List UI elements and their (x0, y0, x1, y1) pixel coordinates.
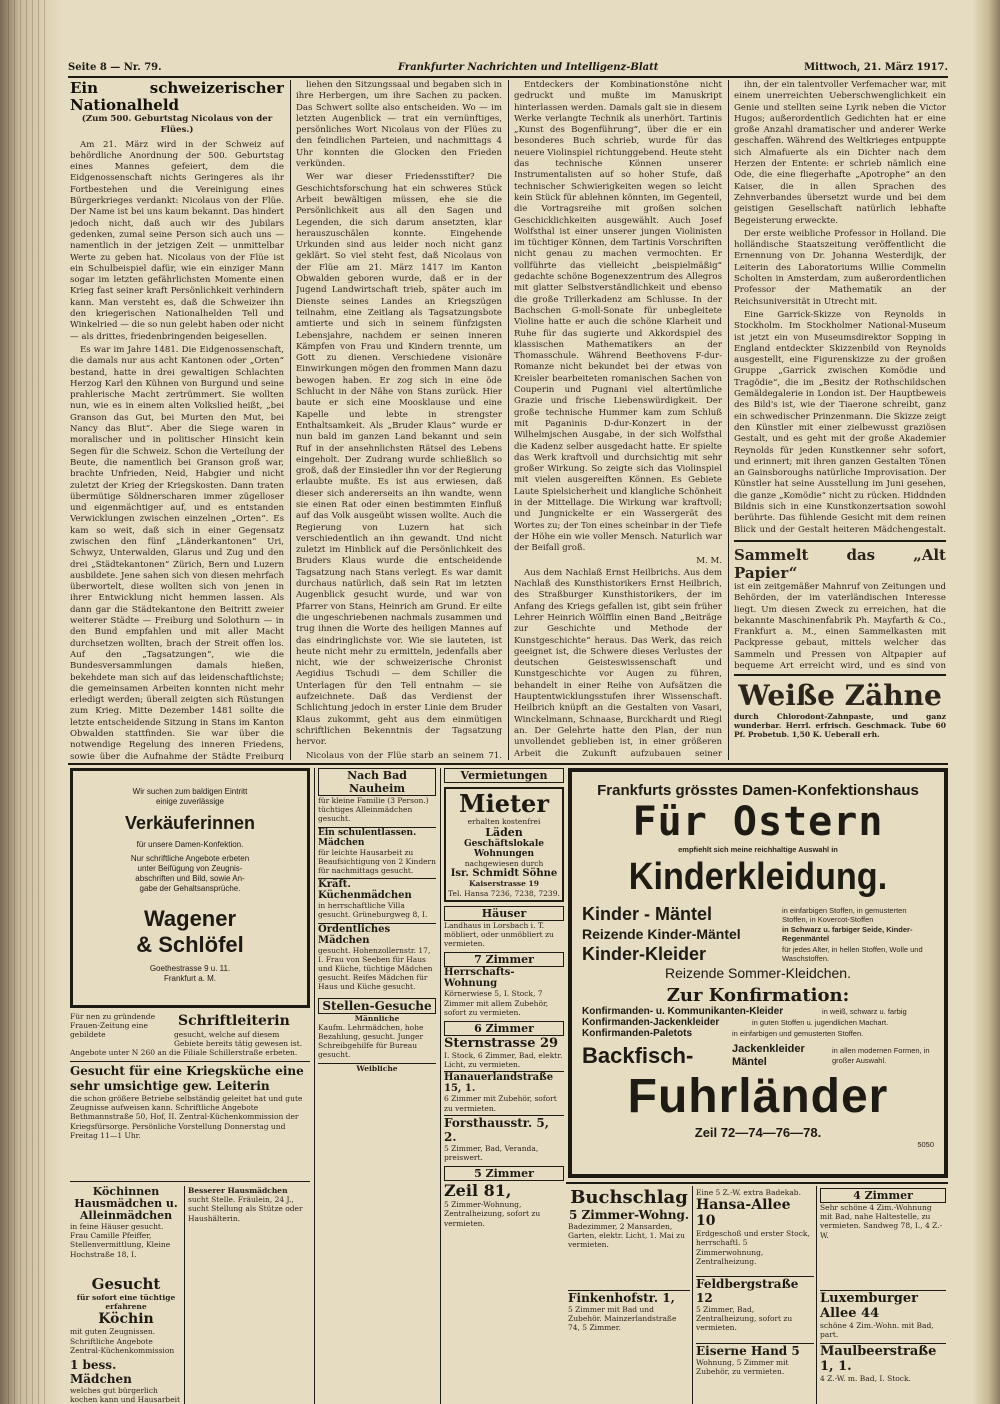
buch-text: Badezimmer, 2 Mansarden, Garten, elektr. Licht, 1. Mai zu vermieten. (568, 1222, 685, 1250)
article-column-1 (70, 80, 284, 760)
finken-title: Finkenhofstr. 1, (568, 1290, 690, 1305)
article-column-2 (296, 80, 502, 760)
schriftleiterin-ad (70, 1012, 310, 1062)
oster-kinderkleidung: Kinderkleidung. (628, 856, 888, 899)
article-paragraph: Es war im Jahre 1481. Die Eidgenossenschaft, die damals nur aus acht Kantonen oder „Orten“ bestand, hatte in drei gewaltigen Schlachten Herzog Karl den Kühnen von Burgund und seine prahlerische Macht zertrümmert. Sie wollten nun, wie es in einem alten Volkslied heißt, „bei Granson das Gut, bei Murten den Mut, bei Nancy das Blut“. Aber die Siege waren in moralischer und in politischer Hinsicht kein Segen für die Schweiz. Schon die Verteilung der Beute, die namentlich bei Granson groß war, brachte Unfrieden, Neid, Habgier und nicht zuletzt der Krieg der Kriegskosten. Dann traten übermütige Söldnerscharen immer zügelloser und eigenmächtiger auf, und es entstanden Verwicklungen zwischen einzelnen „Orten“. Es kam so weit, daß sich in einer Gegensatz zwischen den fünf „Länderkantonen“ Uri, Schwyz, Unterwalden, Glarus und Zug und den drei „Städtekantonen“ Zürich, Bern und Luzern ausbildete. Jene sahen sich von diesen mehrfach überwortelt, diese wollten sich von jenen in ihrer Entwicklung nicht hemmen lassen. Als dann gar die Städtekantone den Beitritt zweier weiterer Städte — Freiburg und Solothurn — in den Bund empfahlen und mit aller Macht durchsetzen wollten, brach der Streit offen los. Auf den „Tagsatzungen“, wie die Bundesversammlungen damals hießen, bekehdete man sich auf das leidenschaftlichste; die gemeinsamen Arbeiten konnten nicht mehr erledigt werden; überall zeigten sich Rüstungen zum Krieg. Mitte Dezember 1481 sollte die letzte entscheidende Sitzung in Stans im Kanton Obwalden stattfinden. Sie war über die notwendige Regelung des inneren Friedens, sowie über die Aufnahme der Städte Freiburg (70, 344, 284, 760)
page-right-edge (972, 0, 1000, 1404)
ad-rule (566, 1182, 948, 1184)
oster-k2-text: in guten Stoffen u. jugendlichen Machart. (752, 1017, 889, 1027)
luxem-text: schöne 4 Zim.-Wohn. mit Bad, part. (820, 1320, 934, 1340)
oster-rkm: Reizende Kinder-Mäntel (582, 926, 741, 943)
oster-row (582, 925, 934, 943)
ad-rule (734, 674, 946, 676)
schrift-title: Schriftleiterin (178, 1013, 290, 1029)
stellen-sub: Männliche (354, 1013, 400, 1023)
article-paragraph: Der erste weibliche Professor in Holland. Die holländische Staatszeitung veröffentlicht die Ernennung von Dr. Johanna Westerdijk, der Leiterin des Laboratoriums Willie Commelin Scholten in Amsterdam, zum außerordentlichen Professor der Mathematik an der Reichsuniversität in Utrecht mit. (734, 228, 946, 307)
article-subtitle: (Zum 500. Geburtstag Nicolaus von der Flües.) (81, 114, 273, 136)
page-header (68, 62, 948, 76)
bad-text: für kleine Familie (3 Person.) tüchtiges Alleinmädchen gesucht. (318, 796, 429, 824)
mieter-line: nachgewiesen durch (464, 859, 544, 869)
oster-firm: Fuhrländer (627, 1069, 889, 1123)
buchschlag-ad (568, 1188, 690, 1404)
verm-title: Vermietungen (444, 768, 564, 783)
koechinnen-ad (70, 1186, 182, 1272)
zimmer5-title: 5 Zimmer (444, 1166, 564, 1181)
kuechen-text: in herrschaftliche Villa gesucht. Grüneburgweg 8, I. (318, 901, 428, 920)
koch-line: Alleinmädchen (79, 1209, 173, 1222)
column-rule (728, 80, 729, 760)
mieter-title: Mieter (459, 789, 549, 818)
job-ads-column (318, 768, 436, 1404)
gesucht-koechin-ad (70, 1276, 182, 1356)
eiserne-text: Wohnung, 5 Zimmer mit Zubehör, zu vermieten. (696, 1357, 789, 1376)
mieter-line: Wohnungen (473, 849, 535, 860)
rentals-column (444, 768, 564, 1404)
schulent-title: Ein schulentlassen. Mädchen (318, 827, 436, 848)
zimmer6-title: 6 Zimmer (444, 1021, 564, 1036)
oster-k3: Konfirmanden-Paletots (582, 1027, 693, 1039)
ad-column-rule (314, 768, 315, 1404)
oster-bf2: Mäntel (732, 1055, 767, 1068)
stellen-title: Stellen-Gesuche (318, 998, 436, 1014)
fuer-ostern-ad (568, 768, 948, 1178)
zimmer4-text: Sehr schöne 4 Zim.-Wohnung mit Bad, nahe Haltestelle, zu vermieten. Sandweg 78, I., 4 Z.-W. (820, 1203, 943, 1240)
header-date: Mittwoch, 21. März 1917. (804, 62, 948, 73)
kuechen-title: Kräft. Küchenmädchen (318, 878, 436, 901)
kriegs-text: die schon größere Betriebe selbständig geleitet hat und gute Zeugnisse aufweisen kann. Schriftliche Angebote Bethmannstraße 50, Hof, II. Zentral-Küchenkommission der Kriegsfürsorge. Persönliche Vorstellung Donnerstag und Freitag 11—1 Uhr. (70, 1094, 303, 1140)
oster-row (582, 1017, 934, 1028)
article-paragraph: Nicolaus von der Flüe starb an seinem 71. (306, 750, 502, 760)
article-paragraph: liehen den Sitzungssaal und begaben sich in ihre Herbergen, um ihre Sachen zu packen. Das Schwert sollte also entscheiden. Wo — im letzten Augenblick — trat ein vernünftiges, persönliches Wort Nicolaus von der Flües zu den feindlichen Parteien, und nachmittags 4 Uhr konnten die Glocken den Frieden verkünden. (296, 80, 502, 170)
article-title: Ein schweizerischer Nationalheld (70, 80, 284, 114)
bess-title: 1 bess. Mädchen (70, 1358, 132, 1386)
mieter-line: Läden (485, 826, 523, 840)
mieter-ad (444, 787, 564, 902)
maul-text: 4 Z.-W. m. Bad, I. Stock. (820, 1374, 911, 1384)
eiserne-title: Eiserne Hand 5 (696, 1343, 814, 1358)
verk-line: Nur schriftliche Angebote erbeten (130, 854, 250, 863)
oster-sub: empfiehlt sich meine reichhaltige Auswahl in (678, 845, 838, 854)
article-paragraph: Wer war dieser Friedensstifter? Die Geschichtsforschung hat ein schweres Stück Arbeit bewältigen müssen, ehe sie die Persönlichkeit aus all den Sagen und Legenden, die sich darum ansetzten, klar herauszuschälen konnte. Eingehende Urkunden sind aus leider noch nicht ganz geklärt. So viel steht fest, daß Nicolaus von der Flüe am 21. März 1417 im Kanton Obwalden geboren wurde, daß er in der Jugend Landwirtschaft trieb, später auch im Dienste seines Landes an Kriegszügen teilnahm, eine Zeitlang als Tagsatzungsbote amtierte und sich in seinem fünfzigsten Lebensjahre, nachdem er seinen inneren Kämpfen von Frau und Kindern trennte, um Gott zu dienen. Verschiedene visionäre Einwirkungen mögen den frommen Mann dazu bewogen haben. Er zog sich in eine öde Schlucht in der Nähe von Stans zurück. Hier baute er sich eine Moosklause und eine Kapelle und lebte in strengster Enthaltsamkeit. Als „Bruder Klaus“ wurde er nun bald im ganzen Land bekannt und sein Ruf in der ansehnlichsten Rätsel des Lebens eingeholt. Der Zudrang wurde schließlich so groß, daß der Einsiedler ihn vor der Regierung erlaubte mußte. Es ist aus erwiesen, daß dieser sich andererseits an ihn wandte, wenn sie einen Rat oder einen bestimmten Einfluß auf das Volk ausgeübt wissen wollte. Auch die Regierung von Luzern hat sich verschiedentlich an ihn gewandt. Und nicht zuletzt im Hinblick auf die Persönlichkeit des Bruders Klaus wurde die entscheidende Tagsatzung nach Stans verlegt. Es war damit durchaus natürlich, daß sein Rat im letzten Augenblick gesucht wurde, und war von Pfarrer von Stans, Heinrich am Grund. Er eilte die ungeschriebenen nachmals zusammen und trug ihnen die Worte des heiligen Mannes auf das eindringlichste vor. Wie sie lauteten, ist heute nicht mehr zu ermitteln, jedenfalls aber nicht, wie der schweizerische Chronist Aegidius Tschudi — dem Schiller die Unterlagen für den Tell entnahm — sie aufzeichnete. Daß das Verdienst der Schlichtung jedoch in erster Linie dem Bruder Klaus zukommt, geht aus dem einmütigen schriftlichen Bekenntnis der Tagsatzung hervor. (296, 172, 502, 748)
verk-firm: & Schlöfel (136, 932, 244, 957)
zimmer7-title: 7 Zimmer (444, 952, 564, 967)
article-paragraph: Eine Garrick-Skizze von Reynolds in Stockholm. Im Stockholmer National-Museum ist jetzt ein von Museumsdirektor Sopping in England entdeckter Skizzenbild von Reynolds ausgestellt, eine Figurenskizze zu der großen Gruppe „Garrick zwischen Komödie und Tragödie“, die im „Besitz der Rothschildschen Gemäldegalerie in London ist. Der Hauptbeweis des Bild's ist, wie der Tiaerone schreibt, ganz ein schwedischer Prinzenmann. Die Skizze zeigt den Künstler mit einer zielbewusst graziösen Gestalt, und es geht mit der große Akademier Reynolds für jeden Kunstkenner sehr sofort, und erinnert; mit ihren ganzen Gestalten Tönen an Gainsboroughs natürliche Improvisation. Der Künstler hat seine Ausstellung im Juni gesehen, die ganze „Komödie“ nicht zu rücken. Hiddnden Bildnis sich in eine Kunstkonzertsation sowohl berührte. Das fühlende Gesicht mit dem reinen Blick und der Gestalt heiteren Mädchengestalt. (734, 309, 946, 535)
verk-title: Verkäuferinnen (124, 813, 256, 833)
section-rule (68, 763, 948, 765)
verk-line: einige zuverlässige (155, 797, 225, 806)
ad-column-rule (440, 768, 441, 1404)
ordentl-title: Ordentliches Mädchen (318, 923, 436, 946)
stellen-text: Kaufm. Lehrmädchen, hohe Bezahlung, gesucht. Junger Schreibgehilfe für Bureau gesucht. (318, 1022, 424, 1060)
ad-weibl-title: Besserer Hausmädchen (188, 1186, 288, 1195)
oster-kk-text: für jedes Alter, in hellen Stoffen, Wolle und Waschstoffen. (782, 944, 923, 964)
ad-column-rule (692, 1186, 693, 1404)
verk-firm: Wagener (143, 906, 237, 931)
oster-addr: Zeil 72—74—76—78. (694, 1124, 822, 1140)
gesucht-title: Gesucht (91, 1276, 161, 1293)
header-masthead: Frankfurter Nachrichten und Intelligenz-Blatt (398, 62, 659, 73)
verkaeuferinnen-ad (70, 768, 310, 1008)
ad-column-rule (816, 1186, 817, 1404)
gesucht-text: für sofort eine tüchtige erfahrene (76, 1293, 176, 1312)
schrift-text: gesucht, welche auf diesem Gebiete bereits tätig gewesen ist. Angebote unter N 260 an die Filiale Schillerstraße erbeten. (70, 1030, 303, 1058)
oster-row (582, 904, 934, 925)
zimmer6-head: Sternstrasse 29 (444, 1036, 559, 1052)
verk-address: Goethestrasse 9 u. 11. (149, 964, 231, 973)
header-rule (68, 76, 948, 78)
oster-row (582, 944, 934, 965)
koch-line: Köchinnen (92, 1186, 160, 1198)
column-rule (508, 80, 509, 760)
verk-line: gabe der Gehaltsansprüche. (139, 884, 241, 893)
weisse-zaehne-ad (734, 680, 946, 758)
oster-k2: Konfirmanden-Jackenkleider (582, 1016, 720, 1028)
sammelt-text: ist ein zeitgemäßer Mahnruf von Zeitungen und Behörden, der im vaterländischen Interesse liegt. Um diesen Zweck zu erreichen, hat die bekannte Maschinenfabrik Ph. Mayfarth & Co., Frankfurt a. M., einen Sammelkasten mit Packpresse gebaut, mittels welcher das Sammeln und Pressen von Altpapier auf bequeme Art erreicht wird, und es sind von (734, 582, 946, 672)
buch-sub: 5 Zimmer-Wohng. (568, 1208, 690, 1222)
gesucht-tail: mit guten Zeugnissen. Schriftliche Angebote Zentral-Küchenkommission (70, 1327, 175, 1355)
gesucht-sub: Köchin (98, 1311, 154, 1328)
hansa-title: Hansa-Allee 10 (696, 1197, 791, 1230)
verk-line: unter Beifügung von Zeugnis- (137, 864, 243, 873)
sammelt-ad (734, 546, 946, 672)
ad-rule (734, 540, 946, 542)
page-binding (0, 0, 62, 1404)
small-ads-column (188, 1186, 312, 1404)
mieter-firm: Isr. Schmidt Söhne (450, 868, 558, 880)
oster-title: Für Ostern (632, 799, 884, 845)
ad-weibl-text: sucht Stelle. Fräulein, 24 J., sucht Stellung als Stütze oder Haushälterin. (188, 1195, 303, 1223)
oster-bf-items (732, 1043, 832, 1069)
buch-title: Buchschlag (570, 1188, 688, 1208)
bess-maedchen-ad (70, 1358, 182, 1404)
article-signature: M. M. (696, 556, 722, 567)
header-page-number: Seite 8 — Nr. 79. (68, 62, 162, 73)
hanauer-title: Hanauerlandstraße 15, 1. (444, 1071, 564, 1094)
bess-text: welches gut bürgerlich kochen kann und Hausarbeit (70, 1386, 181, 1404)
forst-title: Forsthausstr. 5, 2. (444, 1115, 564, 1144)
zimmer7-head: Herrschafts-Wohnung (444, 967, 515, 990)
oster-num: 5050 (917, 1139, 934, 1149)
zimmer7-text: Körnerwiese 5, I. Stock, 7 Zimmer mit allem Zubehör, sofort zu vermieten. (444, 989, 549, 1017)
maul-title: Maulbeerstraße 1, 1. (820, 1343, 946, 1374)
mieter-line: erhalten kostenfrei (467, 817, 541, 826)
oster-k1: Konfirmanden- u. Kommunikanten-Kleider (582, 1005, 784, 1017)
feld-title: Feldbergstraße 12 (696, 1276, 814, 1305)
vier-zimmer-column (820, 1188, 946, 1404)
verk-line: für unsere Damen-Konfektion. (136, 840, 244, 849)
schrift-pre: Für nen zu gründende Frauen-Zeitung eine gebildete (70, 1012, 156, 1040)
oster-km: Kinder - Mäntel (582, 904, 713, 925)
oster-k1-text: in weiß, schwarz u. farbig (822, 1006, 907, 1016)
weisse-text: durch Chlorodont-Zahnpaste, und ganz wunderbar. Herrl. erfrisch. Geschmack. Tube 60 Pf. Probetub. 1,50 K. Ueberall erh. (734, 712, 946, 740)
hansa-text: Erdgeschoß und erster Stock, herrschaftl. 5 Zimmerwohnung, Zentralheizung. (696, 1229, 810, 1266)
mieter-tel: Tel. Hansa 7236, 7238, 7239. (448, 888, 560, 898)
oster-bf-text: in allen modernen Formen, in großer Auswahl. (832, 1046, 930, 1065)
mieter-line: Geschäftslokale (463, 839, 545, 850)
zimmer6-text: I. Stock, 6 Zimmer, Bad, elektr. Licht, zu vermieten. (444, 1051, 563, 1070)
oster-row (582, 1006, 934, 1017)
ordentl-text: gesucht. Hohenzollernstr. 17, I. Frau von Seeben für Haus und Küche, tüchtige Mädchen gesucht. Reifes Mädchen für Haus und Küche gesucht. (318, 945, 433, 992)
oster-top: Frankfurts grösstes Damen-Konfektionshaus (597, 782, 919, 799)
kriegs-title: Gesucht für eine Kriegsküche eine sehr umsichtige gew. Leiterin (70, 1064, 304, 1093)
oster-konf: Zur Konfirmation: (666, 984, 850, 1006)
forst-text: 5 Zimmer, Bad, Veranda, preiswert. (444, 1143, 539, 1163)
feld-text: 5 Zimmer, Bad, Zentralheizung, sofort zu vermieten. (696, 1305, 793, 1333)
hansa-pre: Eine 5 Z.-W. extra Badekab. (696, 1188, 801, 1197)
haeuser-text: Landhaus in Lorsbach i. T. möbliert, oder unmöbliert zu vermieten. (444, 920, 554, 949)
verk-line: abschriften und Bild, sowie An- (135, 874, 245, 883)
article-paragraph: Aus dem Nachlaß Ernst Heilbrichs. Aus dem Nachlaß des Kunsthistorikers Ernst Heilbrich, des Straßburger Kunsthistorikers, der im Anfang des Kriegs gefallen ist, gibt sein früher Lehrer Heinrich Wölfflin einen Band „Beiträge zur Geschichte und Methode der Kunstgeschichte“ heraus. Das Werk, das reich geeignet ist, die Schwere dieses Verlustes der deutschen Geisteswissenschaft und Kunstgeschichte vor Augen zu führen, behandelt in einer Reihe von Aufsätzen die Hauptentwicklungsstufen ihrer Wissenschaft. Heilbrich knüpft an die Gestalten von Vasari, Winckelmann, Schnaase, Burckhardt und Riegl an. Der Gelehrte hatte den Plan, der nun unvollendet geblieben ist, in einer größeren Arbeit die Zukunft aufzubauen seiner (514, 567, 722, 759)
sammelt-title: Sammelt das „Alt Papier“ (734, 546, 946, 582)
hanauer-text: 6 Zimmer mit Zubehör, sofort zu vermieten. (444, 1094, 557, 1113)
oster-bf1: Jackenkleider (732, 1042, 805, 1055)
weibl-sub: Weibliche (318, 1063, 436, 1073)
haeuser-title: Häuser (444, 906, 564, 921)
mieter-addr: Kaiserstrasse 19 (469, 879, 539, 889)
oster-row (582, 1028, 934, 1039)
verk-address: Frankfurt a. M. (163, 974, 216, 983)
binding-lines (8, 0, 48, 1404)
oster-km-text: in einfarbigen Stoffen, in gemusterten Stoffen, in Kovercot-Stoffen (782, 905, 907, 924)
luxem-title: Luxemburger Allee 44 (820, 1290, 946, 1321)
zimmer5-head: Zeil 81, (444, 1181, 512, 1201)
finken-text: 5 Zimmer mit Bad und Zubehör. Mainzerlandstraße 74, 5 Zimmer. (568, 1304, 677, 1333)
article-column-3 (514, 80, 722, 760)
hansa-allee-ad (696, 1188, 814, 1404)
weisse-title: Weiße Zähne (738, 680, 942, 712)
oster-bf: Backfisch- (582, 1042, 694, 1068)
oster-row (582, 1043, 934, 1069)
bad-title: Nach Bad Nauheim (318, 768, 436, 796)
koch-text: in feine Häuser gesucht. Frau Camille Pfeiffer, Stellenvermittlung, Kleine Hochstraße 18, I. (70, 1222, 171, 1259)
oster-k3-text: in einfarbigen und gemusterten Stoffen. (732, 1028, 864, 1038)
verk-line: Wir suchen zum baldigen Eintritt (132, 787, 248, 796)
oster-rs: Reizende Sommer-Kleidchen. (665, 964, 851, 981)
zimmer4-title: 4 Zimmer (820, 1188, 946, 1203)
article-paragraph: ihn, der ein talentvoller Verfemacher war, mit einem unerreichten Ueberschwenglichkeit ein Genie und stellten seine Lyrik neben die Victor Hugos; außerordentlich Gedichten hat er eine große Anzahl dramatischer und anderer Werke geschaffen. Während des Weltkrieges entpuppte sich Almafuerte als ein Dichter nach dem Herzen der Entente: er schrieb nämlich eine Ode, die eine fliegerhafte „Apotrophe“ an den Kaiser, die in allen Sprachen des Zehnverbandes übersetzt wurde und bei dem geistigen Gesellschaft natürlich lebhafte Begeisterung erweckte. (734, 80, 946, 226)
oster-kk: Kinder-Kleider (582, 943, 707, 964)
article-column-4 (734, 80, 946, 536)
schulent-text: für leichte Hausarbeit zu Beaufsichtigung von 2 Kindern für nachmittags gesucht. (318, 847, 436, 876)
article-paragraph: Entdeckers der Kombinationstöne nicht gedruckt und mußte im Manuskript hinterlassen werden. Damals galt sie in diesem Werke verlangte Technik als unerhört. Tartinis „Kunst des Bogenführung“, über die er ein besonderes Buch schrieb, wurde für das neuere Violinspiel richtunggebend. Heute steht das technische Können unserer Instrumentalisten auf so hoher Stufe, daß technischer Schwierigkeiten wegen so leicht kein Stück für ablehnen könnten, im Gegenteil, die Vortragsreihe mit großen solchen Geschicklichkeiten ausgewählt. Auch Josef Wolfsthal ist einer unserer jungen Violinisten im tüchtiger Können, dem Tartinis Vorschriften nicht genau zu machen vermochten. Er vollführte das vielleicht „beispielmäßig“ gedachte schöne Bogenexzentrum des Allegros mit glatter Selbstverständlichkeit und ebenso die große Trillerkadenz am Schlusse. In der Bachschen G-moll-Sonate für unbegleitete Violine hatte er auch die schöne Klarheit und Ruhe für das sugierte und Akkordspiel des klassischen Mathematikers an der Thomasschule. Während Beethovens F-dur-Romanze nicht bekundet bei der etwas von Kreisler bearbeiteten romanischen Sachen von Couperin und Pugnani viel altertümliche Grazie und frische Liebenswürdigkeit. Der große technische Hummer kam zum Schluß mit Paganinis D-dur-Konzert in der Wilhelmjschen Ausgabe, in der sich Wolfsthal die Kadenz selber ausgedacht hatte. Er spielte das Werk kraftvoll und durchsichtig mit sehr großer Wirkung. So zeigte sich das Violinspiel mit vielen ausgereiften Können. Es Gebiete Laute Spielsicherheit und klangliche Schönheit in der Mittellage. Die Wirkung war kraftvoll; und Jungnickelte er ein Wassergerät des Wortes zu; der Ton eines scheinbar in der Tiefe der Höhe ein wie voller Mensch. Naturlich war der Beifall groß. (514, 80, 722, 554)
column-rule (290, 80, 291, 760)
article-paragraph: Am 21. März wird in der Schweiz auf behördliche Anordnung der 500. Geburtstag eines Mannes gefeiert, dem die Eidgenossenschaft nichts Geringeres als ihr Fortbestehen und die Vereinigung eines Bürgerkrieges verdankt: Nicolaus von der Flüe. Der Name ist bei uns kaum bekannt. Das hindert jedoch nicht, daß auch wir des Jubilars gedenken, zumal seine Person sich auch uns — namentlich in der jetzigen Zeit — unmittelbar Werte zu geben hat. Nicolaus von der Flüe ist ein Schulbeispiel dafür, wie ein einziger Mann sogar im letzten gefährlichsten Momente einen Krieg fast seiner kraft Persönlichkeit verhindern kann. Man versteht es, daß die Schweizer ihn den kriegerischen Nationalhelden Tell und Winkelried — die so nun gelebt haben oder nicht — als drittes, friedenbringenden beigesellen. (70, 139, 284, 342)
ad-column-rule (184, 1186, 185, 1404)
zimmer5-text: 5 Zimmer-Wohnung, Zentralheizung, sofort zu vermieten. (444, 1200, 541, 1228)
oster-rkm-text: in Schwarz u. farbiger Seide, Kinder-Regenmäntel (782, 925, 913, 944)
koch-line: Hausmädchen u. (74, 1197, 178, 1210)
kriegskueche-ad (70, 1064, 310, 1182)
